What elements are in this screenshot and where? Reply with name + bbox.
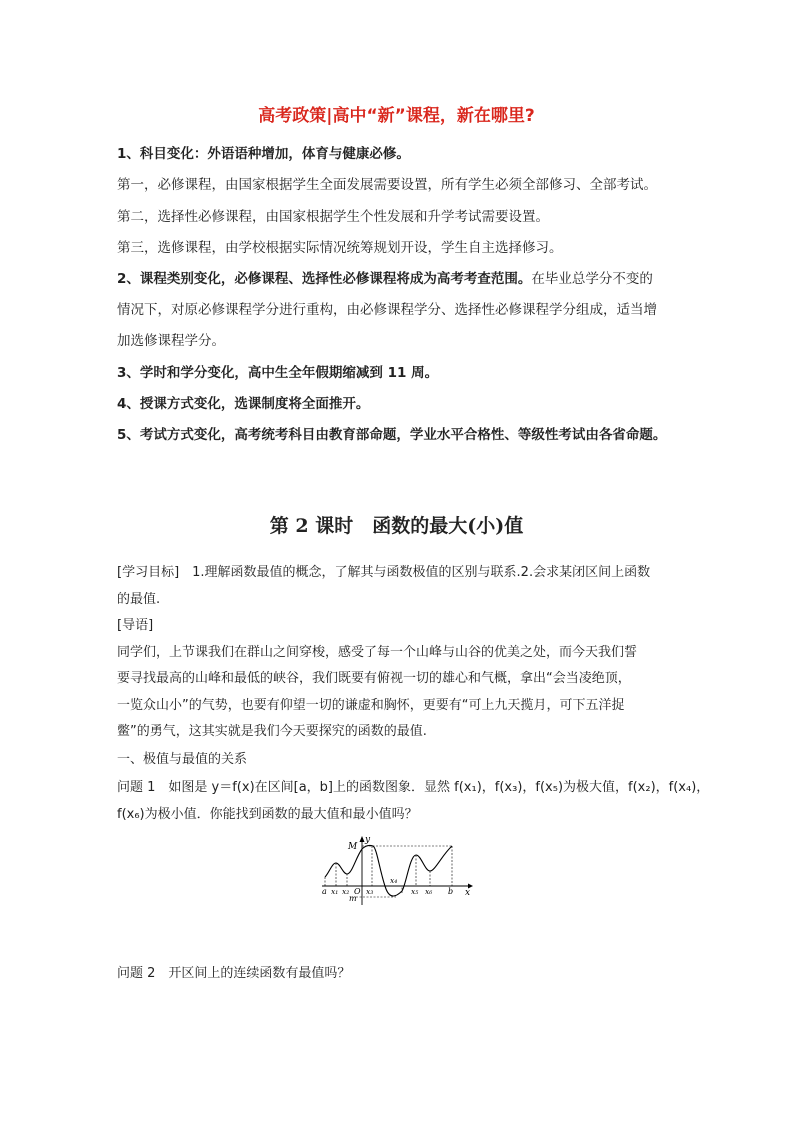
label-a: a xyxy=(322,887,327,896)
intro-label: [导语] xyxy=(117,618,154,633)
intro-text-3: 一览众山小”的气势，也要有仰望一切的谦虚和胸怀，更要有“可上九天揽月，可下五洋捉 xyxy=(117,698,625,713)
policy-item-5: 5、考试方式变化，高考统考科目由教育部命题，学业水平合格性、等级性考试由各省命题。 xyxy=(117,427,667,443)
label-M: M xyxy=(348,842,358,852)
label-x1: x₁ xyxy=(331,887,339,896)
policy-second: 第二，选择性必修课程，由国家根据学生个性发展和升学考试需要设置。 xyxy=(117,209,549,225)
policy-title: 高考政策|高中“新”课程，新在哪里? xyxy=(258,106,535,126)
policy-item-2 xyxy=(117,268,682,290)
label-m: m xyxy=(349,894,357,903)
question-1-line-2: f(x₆)为极小值．你能找到函数的最大值和最小值吗？ xyxy=(117,807,418,822)
label-x5: x₅ xyxy=(411,887,419,896)
learning-goal-line-2: 的最值. xyxy=(117,592,161,607)
question-2: 问题 2 开区间上的连续函数有最值吗？ xyxy=(117,966,351,981)
section-heading-1: 一、极值与最值的关系 xyxy=(117,752,248,767)
label-x4: x₄ xyxy=(390,876,398,885)
label-b: b xyxy=(448,887,454,896)
function-graph-figure xyxy=(316,833,476,913)
intro-text-4: 鳖”的勇气，这其实就是我们今天要探究的函数的最值. xyxy=(117,724,427,739)
policy-item-4: 4、授课方式变化，选课制度将全面推开。 xyxy=(117,396,370,412)
policy-item-2-rest: 在毕业总学分不变的 xyxy=(531,271,653,287)
intro-text-1: 同学们，上节课我们在群山之间穿梭，感受了每一个山峰与山谷的优美之处，而今天我们誓 xyxy=(117,645,638,660)
policy-first: 第一，必修课程，由国家根据学生全面发展需要设置，所有学生必须全部修习、全部考试。 xyxy=(117,177,657,193)
policy-item-3: 3、学时和学分变化，高中生全年假期缩减到 11 周。 xyxy=(117,365,439,381)
label-O: O xyxy=(354,887,361,896)
policy-item-2-line-3: 加选修课程学分。 xyxy=(117,333,225,349)
label-x3: x₃ xyxy=(366,887,374,896)
label-x6: x₆ xyxy=(425,887,433,896)
y-axis-arrow xyxy=(360,836,365,842)
lesson-title: 第 2 课时 函数的最大(小)值 xyxy=(269,515,524,537)
policy-item-2-bold: 2、课程类别变化，必修课程、选择性必修课程将成为高考考查范围。 xyxy=(117,271,532,287)
intro-text-2: 要寻找最高的山峰和最低的峡谷，我们既要有俯视一切的雄心和气概，拿出“会当凌绝顶， xyxy=(117,671,631,686)
policy-third: 第三，选修课程，由学校根据实际情况统筹规划开设，学生自主选择修习。 xyxy=(117,240,563,256)
label-x2: x₂ xyxy=(342,887,350,896)
learning-goal: [学习目标] 1.理解函数最值的概念，了解其与函数极值的区别与联系.2.会求某闭区间上函数 xyxy=(117,565,651,580)
label-y: y xyxy=(365,835,371,845)
label-x: x xyxy=(465,888,471,898)
policy-item-2-line-2: 情况下，对原必修课程学分进行重构，由必修课程学分、选择性必修课程学分组成，适当增 xyxy=(117,302,657,318)
question-1: 问题 1 如图是 y＝f(x)在区间[a，b]上的函数图象．显然 f(x₁)，f(x₃)，f(x₅)为极大值，f(x₂)，f(x₄)， xyxy=(117,780,710,795)
policy-item-1: 1、科目变化：外语语种增加，体育与健康必修。 xyxy=(117,146,410,162)
